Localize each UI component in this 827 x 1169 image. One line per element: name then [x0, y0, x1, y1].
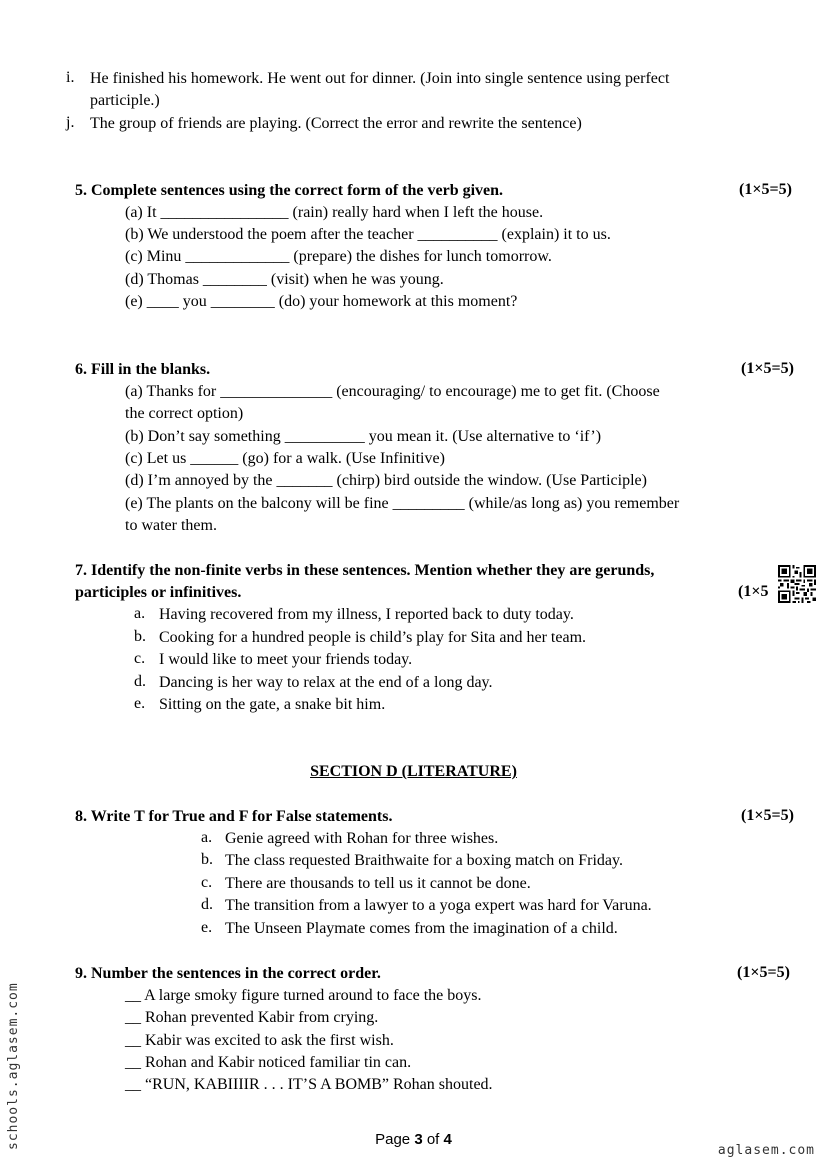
- q7-item-a-label: a.: [134, 605, 146, 622]
- q5-marks: (1×5=5): [739, 181, 792, 198]
- q7-item-b-label: b.: [134, 628, 146, 645]
- q7-item-b-text: Cooking for a hundred people is child’s play for Sita and her team.: [159, 629, 587, 646]
- q9-line-3: __ Kabir was excited to ask the first wish.: [125, 1032, 394, 1049]
- q7-heading-line1: 7. Identify the non-finite verbs in these sentences. Mention whether they are gerunds,: [75, 562, 655, 579]
- q5-heading: 5. Complete sentences using the correct form of the verb given.: [75, 182, 504, 199]
- q7-item-e-label: e.: [134, 695, 146, 712]
- q6-marks: (1×5=5): [741, 360, 794, 377]
- qr-code-icon: [778, 565, 816, 603]
- q9-line-1: __ A large smoky figure turned around to face the boys.: [125, 987, 482, 1004]
- q8-item-e-label: e.: [201, 919, 213, 936]
- q7-item-d-label: d.: [134, 673, 146, 690]
- q5-line-c: (c) Minu _____________ (prepare) the dishes for lunch tomorrow.: [125, 248, 552, 265]
- q8-heading: 8. Write T for True and F for False statements.: [75, 808, 393, 825]
- q8-item-b-label: b.: [201, 851, 213, 868]
- q8-item-d-text: The transition from a lawyer to a yoga expert was hard for Varuna.: [225, 897, 652, 914]
- q6-line-d: (d) I’m annoyed by the _______ (chirp) bird outside the window. (Use Participle): [125, 472, 647, 489]
- q6-line-a1: (a) Thanks for ______________ (encouraging/ to encourage) me to get fit. (Choose: [125, 383, 660, 400]
- q9-marks: (1×5=5): [737, 964, 790, 981]
- q5-line-e: (e) ____ you ________ (do) your homework at this moment?: [125, 293, 518, 310]
- q7-item-c-label: c.: [134, 650, 146, 667]
- q9-line-5: __ “RUN, KABIIIIR . . . IT’S A BOMB” Rohan shouted.: [125, 1076, 493, 1093]
- q8-item-c-text: There are thousands to tell us it cannot be done.: [225, 875, 531, 892]
- q7-marks: (1×5: [738, 583, 769, 600]
- q5-line-d: (d) Thomas ________ (visit) when he was young.: [125, 271, 444, 288]
- q7-item-c-text: I would like to meet your friends today.: [159, 651, 413, 668]
- q6-line-b: (b) Don’t say something __________ you mean it. (Use alternative to ‘if’): [125, 428, 602, 445]
- q6-line-a2: the correct option): [125, 405, 244, 422]
- section-d-title: SECTION D (LITERATURE): [310, 763, 517, 780]
- page-footer: [0, 1131, 827, 1148]
- item-i-label: i.: [66, 69, 75, 86]
- q7-item-e-text: Sitting on the gate, a snake bit him.: [159, 696, 386, 713]
- footer-page-number: 3: [414, 1131, 423, 1148]
- q7-item-d-text: Dancing is her way to relax at the end of a long day.: [159, 674, 493, 691]
- q9-heading: 9. Number the sentences in the correct order.: [75, 965, 381, 982]
- q5-line-a: (a) It ________________ (rain) really hard when I left the house.: [125, 204, 544, 221]
- footer-total-pages: 4: [443, 1131, 452, 1148]
- q6-heading: 6. Fill in the blanks.: [75, 361, 211, 378]
- q8-item-e-text: The Unseen Playmate comes from the imagination of a child.: [225, 920, 618, 937]
- q6-line-e1: (e) The plants on the balcony will be fine _________ (while/as long as) you remember: [125, 495, 680, 512]
- brand-watermark: aglasem.com: [717, 1143, 815, 1158]
- footer-of-word: of: [426, 1131, 440, 1148]
- q8-item-d-label: d.: [201, 896, 213, 913]
- q8-item-b-text: The class requested Braithwaite for a boxing match on Friday.: [225, 852, 623, 869]
- q9-line-2: __ Rohan prevented Kabir from crying.: [125, 1009, 379, 1026]
- item-i-line1: He finished his homework. He went out for dinner. (Join into single sentence using perfect: [90, 70, 670, 87]
- item-j-line1: The group of friends are playing. (Correct the error and rewrite the sentence): [90, 115, 582, 132]
- q7-heading-line2: participles or infinitives.: [75, 584, 242, 601]
- q6-line-c: (c) Let us ______ (go) for a walk. (Use Infinitive): [125, 450, 445, 467]
- item-i-line2: participle.): [90, 92, 160, 109]
- footer-page-word: Page: [375, 1131, 411, 1148]
- item-j-label: j.: [66, 114, 75, 131]
- side-watermark: schools.aglasem.com: [6, 982, 21, 1150]
- q5-line-b: (b) We understood the poem after the teacher __________ (explain) it to us.: [125, 226, 611, 243]
- q6-line-e2: to water them.: [125, 517, 217, 534]
- q9-line-4: __ Rohan and Kabir noticed familiar tin can.: [125, 1054, 412, 1071]
- q8-item-c-label: c.: [201, 874, 213, 891]
- q7-item-a-text: Having recovered from my illness, I reported back to duty today.: [159, 606, 574, 623]
- q8-item-a-label: a.: [201, 829, 213, 846]
- q8-marks: (1×5=5): [741, 807, 794, 824]
- q8-item-a-text: Genie agreed with Rohan for three wishes.: [225, 830, 499, 847]
